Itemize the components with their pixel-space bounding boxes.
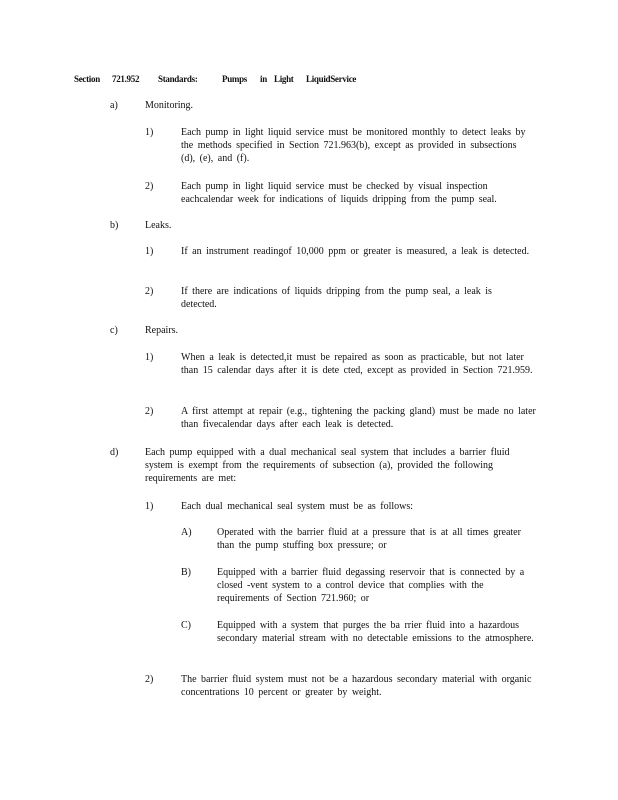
- subsection-c-heading: Repairs.: [145, 325, 179, 336]
- subitem-d1c-text: Equipped with a system that purges the ba rrier fluid into a hazardous secondary material stream with no detectable emissions to the atmosphere.: [217, 620, 534, 644]
- item-b2-text: If there are indications of liquids dripping from the pump seal, a leak is detected.: [181, 286, 492, 310]
- item-c2-label: 2): [145, 406, 154, 417]
- header-word-in: in: [260, 74, 267, 84]
- subsection-d-text: Each pump equipped with a dual mechanical seal system that includes a barrier fluid system is exempt from the requirements of subsection (a), provided the following requirements are met:: [145, 447, 510, 484]
- header-word-liquidservice: LiquidService: [306, 74, 357, 84]
- item-a1-label: 1): [145, 127, 154, 138]
- item-b2-label: 2): [145, 286, 154, 297]
- item-c2-text: A first attempt at repair (e.g., tightening the packing gland) must be made no later than fivecalendar days after each leak is detected.: [181, 406, 536, 430]
- item-d1-label: 1): [145, 501, 154, 512]
- item-a2-text: Each pump in light liquid service must be checked by visual inspection eachcalendar week for indications of liquids dripping from the pump seal.: [181, 181, 497, 205]
- subitem-d1b-label: B): [181, 567, 191, 578]
- item-a1-text: Each pump in light liquid service must be monitored monthly to detect leaks by the methods specified in Section 721.963(b), except as provided in subsections (d), (e), and (f).: [181, 127, 526, 164]
- item-c1-text: When a leak is detected,it must be repaired as soon as practicable, but not later than 15 calendar days after it is dete cted, except as provided in Section 721.959.: [181, 352, 533, 376]
- item-d1-text: Each dual mechanical seal system must be as follows:: [181, 501, 414, 512]
- item-d2-label: 2): [145, 674, 154, 685]
- subsection-a-heading: Monitoring.: [145, 100, 194, 111]
- item-d2-text: The barrier fluid system must not be a hazardous secondary material with organic concentrations 10 percent or greater by weight.: [181, 674, 532, 698]
- subsection-c-label: c): [110, 325, 118, 336]
- subsection-a-label: a): [110, 100, 118, 111]
- header-word-light: Light: [274, 74, 294, 84]
- subsection-d-label: d): [110, 447, 119, 458]
- subsection-b-label: b): [110, 220, 119, 231]
- item-b1-text: If an instrument readingof 10,000 ppm or greater is measured, a leak is detected.: [181, 246, 530, 257]
- subitem-d1b-text: Equipped with a barrier fluid degassing reservoir that is connected by a closed -vent system to a control device that complies with the requirements of Section 721.960; or: [217, 567, 525, 604]
- header-standards: Standards:: [158, 74, 198, 84]
- item-b1-label: 1): [145, 246, 154, 257]
- item-a2-label: 2): [145, 181, 154, 192]
- header-word-pumps: Pumps: [222, 74, 248, 84]
- subsection-b-heading: Leaks.: [145, 220, 172, 231]
- subitem-d1a-text: Operated with the barrier fluid at a pressure that is at all times greater than the pump stuffing box pressure; or: [217, 527, 521, 551]
- subitem-d1a-label: A): [181, 527, 192, 538]
- subitem-d1c-label: C): [181, 620, 191, 631]
- header-section-number: 721.952: [112, 74, 140, 84]
- item-c1-label: 1): [145, 352, 154, 363]
- header-section-word: Section: [74, 74, 100, 84]
